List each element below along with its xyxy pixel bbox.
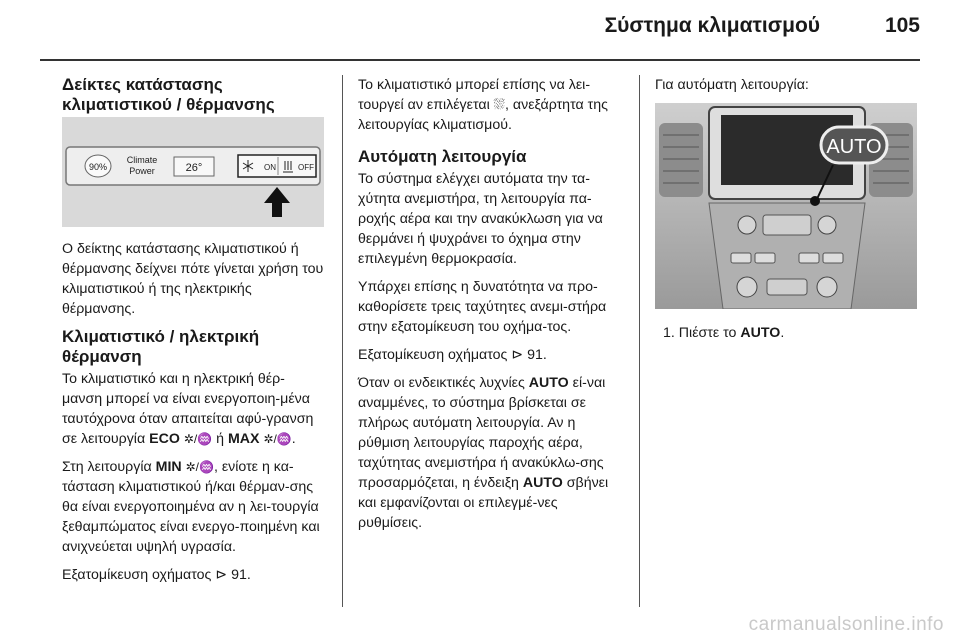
off-label: OFF <box>298 163 314 172</box>
paragraph: Το κλιματιστικό μπορεί επίσης να λει-τουργεί αν επιλέγεται ⛆, ανεξάρτητα της λειτουργίας κλιματισμού. <box>358 77 608 133</box>
pct-label: 90% <box>88 162 108 172</box>
ac-heat-icon: ✲/♒ <box>183 432 213 446</box>
text-run: . <box>780 325 785 341</box>
column-3 <box>655 75 917 351</box>
auto-label: AUTO <box>740 325 781 341</box>
ac-heat-icon: ✲/♒ <box>185 460 214 474</box>
auto-callout-label: AUTO <box>826 136 882 158</box>
ac-heat-icon: ✲/♒ <box>263 432 292 446</box>
auto-label: AUTO <box>528 375 569 391</box>
column-divider <box>342 75 343 607</box>
paragraph: Ο δείκτης κατάστασης κλιματιστικού ή θέρμανσης δείχνει πότε γίνεται χρήση του κλιματιστικού ή της ηλεκτρικής θέρμανσης. <box>62 241 324 317</box>
paragraph <box>358 373 620 533</box>
watermark: carmanualsonline.info <box>748 614 944 635</box>
paragraph: Για αυτόματη λειτουργία: <box>655 77 809 93</box>
text-run: Πιέστε το <box>678 325 737 341</box>
list-item <box>655 323 917 343</box>
column-divider <box>639 75 640 607</box>
text-run: Το κλιματιστικό και η ηλεκτρική θέρ-μανση μπορεί να είναι ενεργοποιη-μένα ταυτόχρονα όταν απαιτείται αφύ-γρανση σε λειτουργία <box>62 371 314 447</box>
text-run: , ενίοτε η κα-τάσταση κλιματιστικού ή/και θέρμαν-σης θα είναι ενεργοποιημένα αν η λει-τουργία ξεθαμπώματος είναι ενεργο-ποιημένη και ανιχνεύεται υψηλή υγρασία. <box>62 459 320 555</box>
dashboard-figure <box>655 103 917 309</box>
paragraph: Το κλιματιστικό και η ηλεκτρική θέρ-μανση μπορεί να είναι ενεργοποιη-μένα ταυτόχρονα όταν απαιτείται αφύ-γρανση σε λειτουργία ECO ✲/♒ ή MAX ✲/♒. <box>62 371 314 447</box>
header-title: Σύστημα κλιματισμού <box>604 14 820 37</box>
auto-button-marker <box>810 196 820 206</box>
paragraph: Υπάρχει επίσης η δυνατότητα να προ-καθορίσετε τρεις ταχύτητες ανεμι-στήρα στην εξατομίκευση του οχήμα-τος. <box>358 279 607 335</box>
page-number: 105 <box>884 14 920 37</box>
text-run: σβήνει και εμφανίζονται οι επιλεγμέ-νες ρυθμίσεις. <box>358 475 609 531</box>
power-label: Power <box>129 166 155 176</box>
text-run: εί-ναι αναμμένες, το σύστημα βρίσκεται σε πλήρως αυτόματη λειτουργία. Αν η ρύθμιση λειτουργίας παροχής αέρα, ταχύτητας ανεμιστήρα ή ανακύκλω-σης προσαρμόζεται, η ένδειξη <box>358 375 606 491</box>
step-number: 1. <box>663 325 675 341</box>
cross-reference: Εξατομίκευση οχήματος ⊳ 91. <box>62 567 251 583</box>
on-label: ON <box>264 163 276 172</box>
section-heading: Αυτόματη λειτουργία <box>358 147 527 166</box>
column-1 <box>62 75 324 593</box>
section-heading: Δείκτες κατάστασης κλιματιστικού / θέρμανσης <box>62 75 275 114</box>
climate-label: Climate <box>126 155 158 165</box>
max-label: MAX <box>227 431 260 447</box>
header-rule <box>40 59 920 61</box>
status-panel-figure <box>62 117 324 227</box>
text-run: Στη λειτουργία <box>62 459 152 475</box>
text-run: ή <box>216 431 225 447</box>
temp-label: 26° <box>185 162 203 174</box>
paragraph <box>62 457 324 557</box>
column-2 <box>358 75 620 541</box>
paragraph: Το σύστημα ελέγχει αυτόματα την τα-χύτητα ανεμιστήρα, τη λειτουργία πα-ροχής αέρα και την ανακύκλωση για να θερμάνει ή ψυχράνει το όχημα στην επιλεγμένη θερμοκρασία. <box>358 171 603 267</box>
eco-label: ECO <box>149 431 180 447</box>
min-label: MIN <box>155 459 182 475</box>
section-heading: Κλιματιστικό / ηλεκτρική θέρμανση <box>62 327 260 366</box>
cross-reference: Εξατομίκευση οχήματος ⊳ 91. <box>358 347 547 363</box>
auto-label: AUTO <box>522 475 563 491</box>
text-run: Όταν οι ενδεικτικές λυχνίες <box>358 375 525 391</box>
